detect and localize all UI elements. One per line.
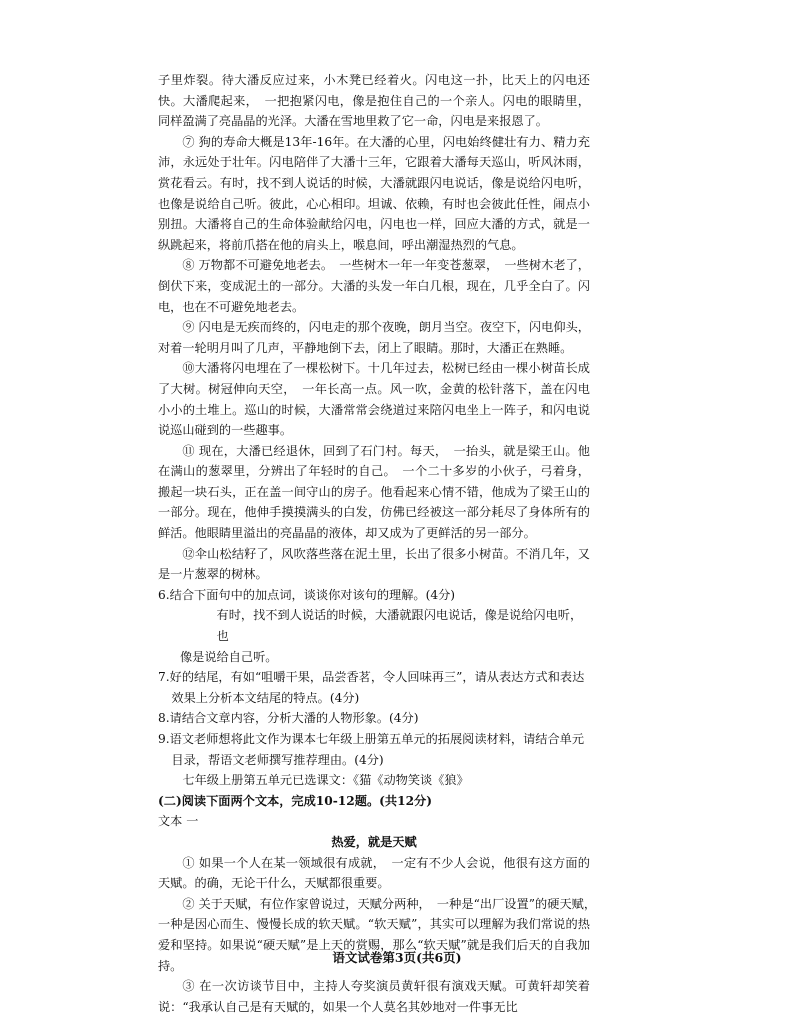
text-label: 文本 一 bbox=[158, 814, 199, 829]
section-header: (二)阅读下面两个文本，完成10-12题。(共12分) bbox=[158, 793, 433, 808]
passage-paragraph: ⑨ 闪电是无疾而终的，闪电走的那个夜晚，朗月当空。夜空下，闪电仰头，对着一轮明月叫了几声，平静地倒下去，闭上了眼睛。那时，大潘正在熟睡。 bbox=[158, 320, 590, 355]
passage-paragraph: 子里炸裂。待大潘反应过来，小木凳已经着火。闪电这一扑，比天上的闪电还快。大潘爬起来， 一把抱紧闪电，像是抱住自己的一个亲人。闪电的眼睛里，同样盈满了亮晶晶的光泽。大潘在雪地里救了它一命，闪电是来报恩了。 bbox=[158, 73, 590, 129]
question-6-quote-continued: 像是说给自己听。 bbox=[179, 649, 278, 664]
article-paragraph: ③ 在一次访谈节目中，主持人夸奖演员黄轩很有演戏天赋。可黄轩却笑着说：“我承认自己是有天赋的，如果一个人莫名其妙地对一件事无比 bbox=[158, 979, 590, 1014]
article-title: 热爱，就是天赋 bbox=[331, 834, 417, 849]
question-9: 9.语文老师想将此文作为课本七年级上册第五单元的拓展阅读材料，请结合单元目录，帮语文老师撰写推荐理由。(4分) bbox=[158, 732, 585, 767]
passage-paragraph: ⑫伞山松结籽了，风吹落些落在泥土里，长出了很多小树苗。不消几年，又是一片葱翠的树林。 bbox=[158, 546, 590, 582]
article-paragraph: ② 关于天赋，有位作家曾说过，天赋分两种， 一种是“出厂设置”的硬天赋， 一种是因心而生、慢慢长成的软天赋。“软天赋”，其实可以理解为我们常说的热爱和坚持。如果说“硬天赋”是上天的赏赐，那么“软天赋”就是我们后天的自我加持。 bbox=[158, 896, 603, 973]
passage-paragraph: ⑧ 万物都不可避免地老去。 一些树木一年一年变苍葱翠， 一些树木老了，倒伏下来，变成泥土的一部分。大潘的头发一年白几根，现在，几乎全白了。闪电，也在不可避免地老去。 bbox=[158, 258, 590, 314]
question-7: 7.好的结尾，有如“咀嚼干果，品尝香茗，令人回味再三”，请从表达方式和表达效果上分析本文结尾的特点。(4分) bbox=[158, 670, 585, 705]
question-6: 6.结合下面句中的加点词，谈谈你对该句的理解。(4分) bbox=[158, 587, 456, 602]
passage-paragraph: ⑦ 狗的寿命大概是13年-16年。在大潘的心里，闪电始终健壮有力、精力充沛，永远处于壮年。闪电陪伴了大潘十三年，它跟着大潘每天巡山，听风沐雨，赏花看云。有时，找不到人说话的时候，大潘就跟闪电说话，像是说给闪电听，也像是说给自己听。彼此，心心相印。坦诚、依赖，有时也会彼此任性，闹点小别扭。大潘将自己的生命体验献给闪电，闪电也一样，回应大潘的方式，就是一纵跳起来，将前爪搭在他的肩头上，喉息间，呼出潮湿热烈的气息。 bbox=[158, 134, 590, 252]
question-6-quote: 有时，找不到人说话的时候，大潘就跟闪电说话，像是说给闪电听，也 bbox=[216, 608, 583, 644]
unit-contents: 七年级上册第五单元已选课文：《猫《动物笑谈《狼》 bbox=[182, 773, 469, 788]
page-content bbox=[158, 70, 603, 1017]
page-footer: 语文试卷第3页(共6页) bbox=[332, 950, 462, 965]
question-8: 8.请结合文章内容，分析大潘的人物形象。(4分) bbox=[158, 711, 419, 726]
passage-paragraph: ⑪ 现在，大潘已经退休，回到了石门村。每天， 一抬头，就是梁王山。他在满山的葱翠里，分辨出了年轻时的自己。 一个二十多岁的小伙子，弓着身，搬起一块石头，正在盖一间守山的房子。他看起来心情不错，他成为了梁王山的一部分。现在，他伸手摸摸满头的白发，仿佛已经被这一部分耗尽了身体所有的鲜活。他眼睛里溢出的亮晶晶的液体，却又成为了更鲜活的另一部分。 bbox=[158, 443, 590, 541]
article-paragraph: ① 如果一个人在某一领域很有成就， 一定有不少人会说，他很有这方面的天赋。的确，无论干什么，天赋都很重要。 bbox=[158, 855, 590, 891]
passage-paragraph: ⑩大潘将闪电埋在了一棵松树下。十几年过去，松树已经由一棵小树苗长成了大树。树冠伸向天空， 一年长高一点。风一吹，金黄的松针落下，盖在闪电小小的土堆上。巡山的时候，大潘常常会绕道过来陪闪电坐上一阵子，和闪电说说巡山碰到的一些趣事。 bbox=[158, 361, 590, 438]
